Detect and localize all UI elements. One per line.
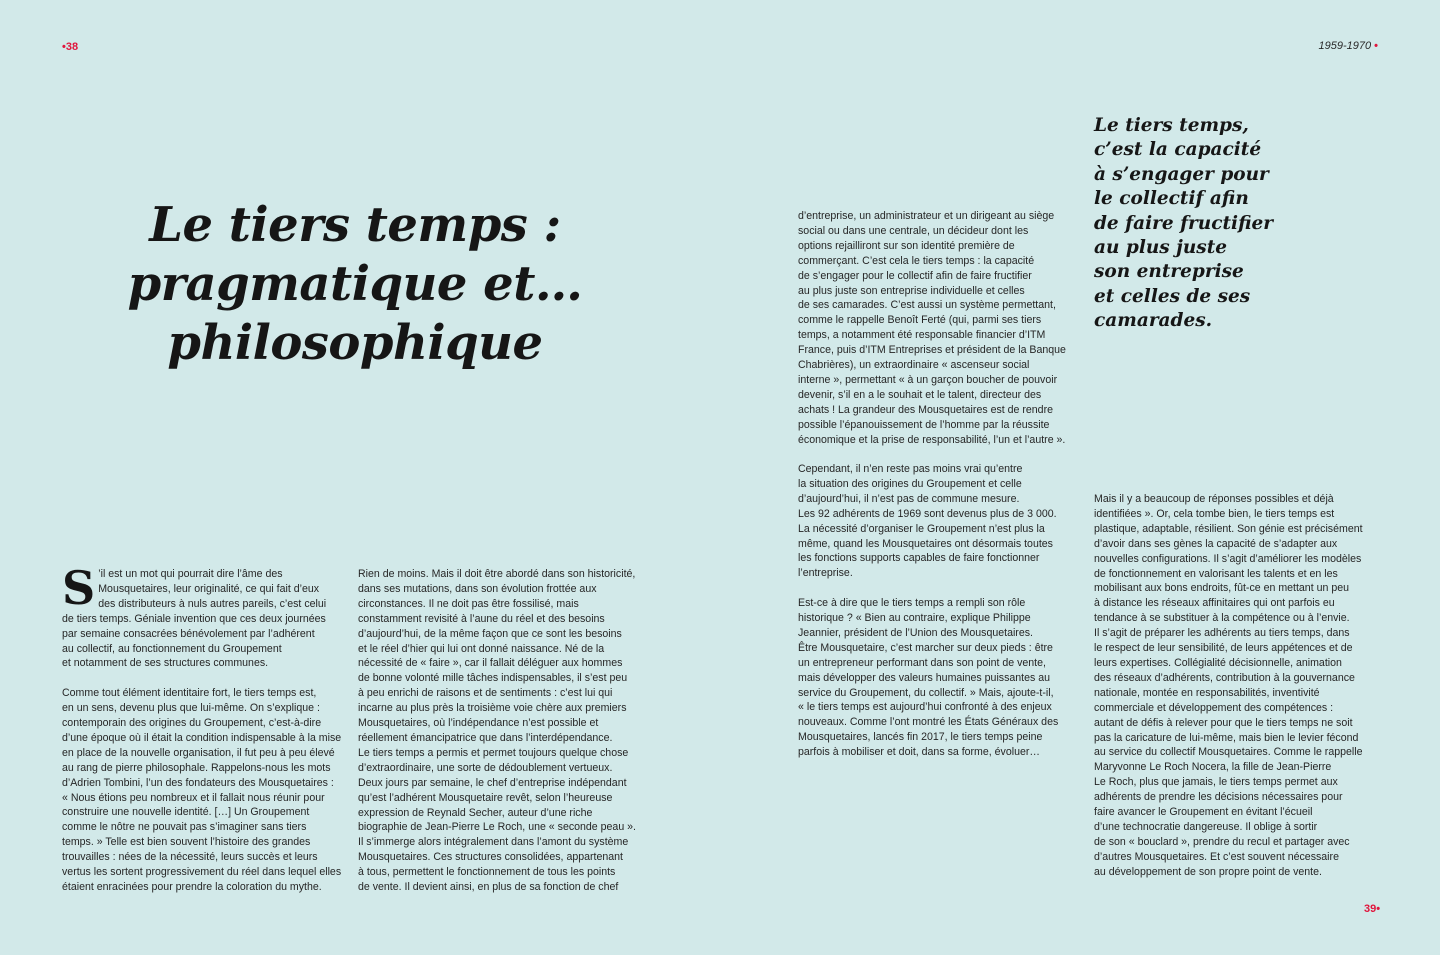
paragraph: Est-ce à dire que le tiers temps a rempli son rôle historique ? « Bien au contraire, explique Philippe Jeannier, président de l’Union des Mousquetaires. Être Mousquetaire, c’est marcher sur deux pieds : être un entrepreneur performant dans son point de vente, mais développer des valeurs humaines puissantes au service du Groupement, du collectif. » Mais, ajoute-t-il, « le tiers temps est aujourd’hui confronté à des enjeux nouveaux. Comme l’ont montré les États Généraux des Mousquetaires, lancés fin 2017, le tiers temps peine parfois à mobiliser et doit, dans sa forme, évoluer…	[798, 597, 1059, 759]
page-number-left: •38	[62, 41, 79, 53]
text-column-3	[798, 209, 1076, 448]
drop-cap: S	[62, 561, 96, 615]
page-title: Le tiers temps : pragmatique et… philosophique	[127, 197, 583, 371]
running-head	[1319, 40, 1378, 52]
paragraph	[62, 561, 354, 671]
paragraph: d’entreprise, un administrateur et un dirigeant au siège social ou dans une centrale, un décideur dont les options rejailliront sur son identité première de commerçant. C’est cela le tiers temps : la capacité de s’engager pour le collectif afin de faire fructifier au plus juste son entreprise individuelle et celles de ses camarades. C’est aussi un système permettant, comme le rappelle Benoît Ferté (qui, parmi ses tiers temps, a notamment été responsable financier d’ITM France, puis d’ITM Entreprises et président de la Banque Chabrières), un extraordinaire « ascenseur social interne », permettant « à un garçon boucher de pouvoir devenir, s’il en a le souhait et le talent, directeur des achats ! La grandeur des Mousquetaires est de rendre possible l’épanouissement de l’homme par la réussite économique et la prise de responsabilité, l’un et l’autre ».	[798, 210, 1066, 446]
text-column-3-lower	[798, 462, 1076, 760]
paragraph-text: ’il est un mot qui pourrait dire l’âme des Mousquetaires, leur originalité, ce qui fait d’eux des distributeurs à nuls autres pareils, c’est celui de tiers temps. Géniale invention que ces deux journées par semaine consacrées bénévolement par l’adhérent au collectif, au fonctionnement du Groupement et notamment de ses structures communes.	[62, 568, 327, 670]
pull-quote: Le tiers temps, c’est la capacité à s’engager pour le collectif afin de faire fructifier au plus juste son entreprise et celles de ses camarades.	[1094, 115, 1274, 332]
paragraph: Mais il y a beaucoup de réponses possibles et déjà identifiées ». Or, cela tombe bien, le tiers temps est plastique, adaptable, résilient. Son génie est précisément d’avoir dans ses gènes la capacité de s’adapter aux nouvelles configurations. Il s’agit d’améliorer les modèles de fonctionnement en valorisant les talents et en les mobilisant aux bons endroits, fût-ce en mettant un peu à distance les réseaux affinitaires qui ont parfois eu tendance à se substituer à la compétence ou à l’envie. Il s’agit de préparer les adhérents au tiers temps, dans le respect de leur sensibilité, de leurs appétences et de leurs expertises. Collégialité décisionnelle, animation des réseaux d’adhérents, contribution à la gouvernance nationale, montée en responsabilités, inventivité commerciale et développement des compétences : autant de défis à relever pour que le tiers temps ne soit pas la caricature de lui-même, mais bien le levier fécond au service du collectif Mousquetaires. Comme le rappelle Maryvonne Le Roch Nocera, la fille de Jean-Pierre Le Roch, plus que jamais, le tiers temps permet aux adhérents de prendre les décisions nécessaires pour faire avancer le Groupement en évitant l’écueil d’une technocratie dangereuse. Il oblige à sortir de son « bouclard », prendre du recul et partager avec d’autres Mousquetaires. Et c’est souvent nécessaire au développement de son propre point de vente.	[1094, 493, 1363, 878]
text-column-1	[62, 561, 354, 895]
text-column-4	[1094, 492, 1380, 880]
paragraph: Cependant, il n’en reste pas moins vrai qu’entre la situation des origines du Groupement et celle d’aujourd’hui, il n’est pas de commune mesure. Les 92 adhérents de 1969 sont devenus plus de 3 000. La nécessité d’organiser le Groupement n’est plus la même, quand les Mousquetaires ont désormais toutes les fonctions supports capables de faire fonctionner l’entreprise.	[798, 463, 1057, 580]
text-column-2	[358, 567, 646, 895]
paragraph: Rien de moins. Mais il doit être abordé dans son historicité, dans ses mutations, dans son évolution frottée aux circonstances. Il ne doit pas être fossilisé, mais constamment revisité à l’aune du réel et des besoins d’aujourd’hui, de la même façon que ce sont les besoins et le réel d’hier qui lui ont donné naissance. Né de la nécessité de « faire », car il fallait déléguer aux hommes de bonne volonté mille tâches indispensables, il s’est peu à peu enrichi de raisons et de sentiments : c’est lui qui incarne au plus près la troisième voie chère aux premiers Mousquetaires, où l’indépendance n’est possible et réellement émancipatrice que dans l’interdépendance. Le tiers temps a permis et permet toujours quelque chose d’extraordinaire, une sorte de dédoublement vertueux. Deux jours par semaine, le chef d’entreprise indépendant qu’est l’adhérent Mousquetaire revêt, selon l’heureuse expression de Reynald Secher, auteur d’une riche biographie de Jean-Pierre Le Roch, une « seconde peau ». Il s’immerge alors intégralement dans l’amont du système Mousquetaires. Ces structures consolidées, appartenant à tous, permettent le fonctionnement de tous les points de vente. Il devient ainsi, en plus de sa fonction de chef	[358, 568, 636, 894]
running-head-years: 1959-1970	[1318, 40, 1372, 52]
page-number-right: 39•	[1364, 903, 1381, 915]
paragraph: Comme tout élément identitaire fort, le tiers temps est, en un sens, devenu plus que lui-même. On s’explique : contemporain des origines du Groupement, c’est-à-dire d’une époque où il était la condition indispensable à la mise en place de la nouvelle organisation, il fut peu à peu élevé au rang de pierre philosophale. Rappelons-nous les mots d’Adrien Tombini, l’un des fondateurs des Mousquetaires : « Nous étions peu nombreux et il fallait nous réunir pour construire une nouvelle identité. […] Un Groupement comme le nôtre ne pouvait pas s’imaginer sans tiers temps. » Telle est bien souvent l’histoire des grandes trouvailles : nées de la nécessité, leurs succès et leurs vertus les sortent progressivement du réel dans lequel elles étaient enracinées pour prendre la coloration du mythe.	[62, 687, 342, 894]
running-head-dot: •	[1374, 40, 1378, 52]
